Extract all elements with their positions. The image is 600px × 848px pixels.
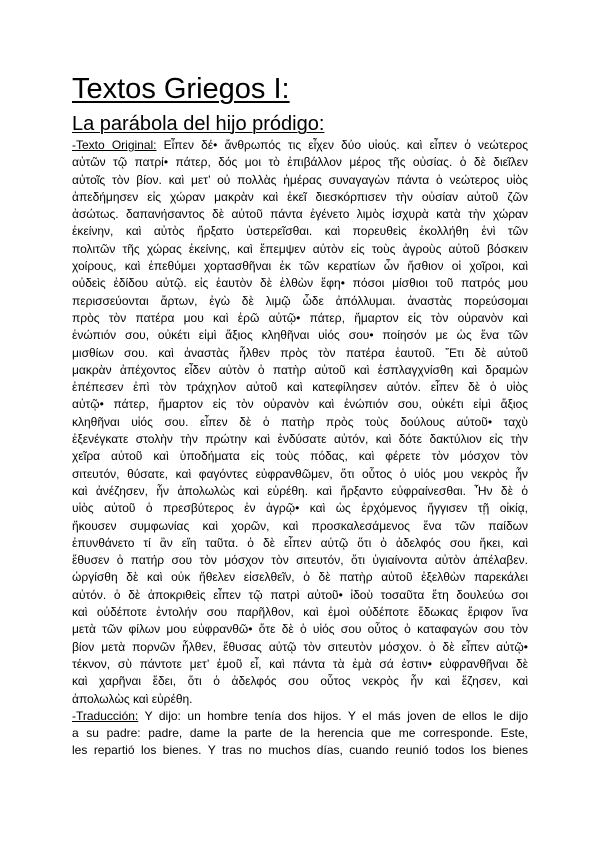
original-line-text: κληθῆναι υἱός σου. εἶπεν δὲ ὁ πατὴρ πρὸς τοὺς δούλους αὐτοῦ• ταχὺ <box>72 414 528 429</box>
original-line <box>72 206 528 223</box>
original-line <box>72 621 528 638</box>
original-line-text: τέκνον, σὺ πάντοτε μετ’ ἐμοῦ εἶ, καὶ πάντα τὰ ἐμὰ σά ἐστιν• εὐφρανθῆναι δὲ <box>72 656 528 671</box>
original-line <box>72 327 528 344</box>
original-line-text: ἐξενέγκατε στολὴν τὴν πρώτην καὶ ἐνδύσατε αὐτόν, καὶ δότε δακτύλιον εἰς τὴν <box>72 432 528 447</box>
original-line <box>72 466 528 483</box>
original-line <box>72 483 528 500</box>
original-line-text: αὐτῷ• πάτερ, ἥμαρτον εἰς τὸν οὐρανὸν καὶ ἐνώπιόν σου, οὐκέτι εἰμὶ ἄξιος <box>72 397 528 412</box>
original-line <box>72 552 528 569</box>
original-line <box>72 137 528 154</box>
translation-line-text: a su padre: padre, dame la parte de la herencia que me corresponde. Este, <box>72 726 528 741</box>
original-line-text: ἤκουσεν συμφωνίας καὶ χορῶν, καὶ προσκαλεσάμενος ἕνα τῶν παίδων <box>72 518 528 533</box>
document-subtitle: La parábola del hijo pródigo: <box>72 113 325 135</box>
original-line-text: υἱὸς αὐτοῦ ὁ πρεσβύτερος ἐν ἀγρῷ• καὶ ὡς ἐρχόμενος ἤγγισεν τῇ οἰκίᾳ, <box>72 501 528 516</box>
original-line-text: ἐπυνθάνετο τί ἂν εἴη ταῦτα. ὁ δὲ εἶπεν αὐτῷ ὅτι ὁ ἀδελφός σου ἥκει, καὶ <box>72 535 528 550</box>
original-line <box>72 431 528 448</box>
original-line-text: καὶ χαρῆναι ἔδει, ὅτι ὁ ἀδελφός σου οὗτος νεκρὸς ἦν καὶ ἔζησεν, καὶ <box>72 674 528 689</box>
original-line <box>72 639 528 656</box>
original-line <box>72 241 528 258</box>
original-line-text: πρὸς τὸν πατέρα μου καὶ ἐρῶ αὐτῷ• πάτερ, ἥμαρτον εἰς τὸν οὐρανὸν καὶ <box>72 310 528 325</box>
original-line <box>72 656 528 673</box>
original-line-text: χεῖρα αὐτοῦ καὶ ὑποδήματα εἰς τοὺς πόδας, καὶ φέρετε τὸν μόσχον τὸν <box>72 449 528 464</box>
original-line-text: βίον μετὰ πορνῶν ἦλθεν, ἔθυσας αὐτῷ τὸν σιτευτὸν μόσχον. ὁ δὲ εἶπεν αὐτῷ• <box>72 639 528 654</box>
original-line <box>72 293 528 310</box>
document-title: Textos Griegos I: <box>72 73 290 105</box>
original-line <box>72 310 528 327</box>
original-line <box>72 691 528 708</box>
original-line <box>72 345 528 362</box>
original-line <box>72 258 528 275</box>
original-line <box>72 448 528 465</box>
original-line-text: καὶ οὐδέποτε ἐντολήν σου παρῆλθον, καὶ ἐμοὶ οὐδέποτε ἔδωκας ἔριφον ἵνα <box>72 605 528 620</box>
body-text <box>72 137 528 760</box>
original-line-text: πολιτῶν τῆς χώρας ἐκείνης, καὶ ἔπεμψεν αὐτὸν εἰς τοὺς ἀγροὺς αὐτοῦ βόσκειν <box>72 241 528 256</box>
original-line-text: ὠργίσθη δὲ καὶ οὐκ ἤθελεν εἰσελθεῖν, ὁ δὲ πατὴρ αὐτοῦ ἐξελθὼν παρεκάλει <box>72 570 528 585</box>
original-line-text: ἀπεδήμησεν εἰς χώραν μακρὰν καὶ ἐκεῖ διεσκόρπισεν τὴν οὐσίαν αὐτοῦ ζῶν <box>72 189 528 204</box>
original-line <box>72 275 528 292</box>
original-line <box>72 604 528 621</box>
original-line-text: αὐτοῖς τὸν βίον. καὶ μετ’ οὐ πολλὰς ἡμέρας συναγαγὼν πάντα ὁ νεώτερος υἱὸς <box>72 172 528 187</box>
original-line-text: οὐδεὶς ἐδίδου αὐτῷ. εἰς ἑαυτὸν δὲ ἐλθὼν ἔφη• πόσοι μίσθιοι τοῦ πατρός μου <box>72 276 528 291</box>
translation-line <box>72 742 528 759</box>
original-line <box>72 154 528 171</box>
translation-line-text: les repartió los bienes. Y tras no muchos días, cuando reunió todos los bienes <box>72 743 528 758</box>
original-line <box>72 396 528 413</box>
original-line <box>72 379 528 396</box>
original-line-text: ἐκείνην, καὶ αὐτὸς ἤρξατο ὑστερεῖσθαι. καὶ πορευθεὶς ἐκολλήθη ἑνὶ τῶν <box>72 224 528 239</box>
original-line-text: Εἶπεν δέ• ἄνθρωπός τις εἶχεν δύο υἱούς. καὶ εἶπεν ὁ νεώτερος <box>163 138 528 152</box>
original-line-text: μετὰ τῶν φίλων μου εὐφρανθῶ• ὅτε δὲ ὁ υἱός σου οὗτος ὁ καταφαγών σου τὸν <box>72 622 528 637</box>
original-line <box>72 223 528 240</box>
original-line <box>72 673 528 690</box>
original-line-text: ἐνώπιόν σου, οὐκέτι εἰμὶ ἄξιος κληθῆναι υἱός σου• ποίησόν με ὡς ἕνα τῶν <box>72 328 528 343</box>
translation-paragraph <box>72 708 528 760</box>
original-line-text: μισθίων σου. καὶ ἀναστὰς ἦλθεν πρὸς τὸν πατέρα ἑαυτοῦ. Ἔτι δὲ αὐτοῦ <box>72 345 528 360</box>
original-line-text: χοίρους, καὶ ἐπεθύμει χορτασθῆναι ἐκ τῶν κερατίων ὧν ἤσθιον οἱ χοῖροι, καὶ <box>72 259 528 274</box>
original-line-text: ἔθυσεν ὁ πατήρ σου τὸν μόσχον τὸν σιτευτόν, ὅτι ὑγιαίνοντα αὐτὸν ἀπέλαβεν. <box>72 553 528 568</box>
original-line <box>72 172 528 189</box>
original-line-text: καὶ ἀνέζησεν, ἦν ἀπολωλὼς καὶ εὑρέθη. καὶ ἤρξαντο εὐφραίνεσθαι. Ἦν δὲ ὁ <box>72 483 528 498</box>
translation-line <box>72 708 528 725</box>
original-label: -Texto Original: <box>72 138 157 152</box>
original-line-text: αὐτόν. ὁ δὲ ἀποκριθεὶς εἶπεν τῷ πατρὶ αὐτοῦ• ἰδοὺ τοσαῦτα ἔτη δουλεύω σοι <box>72 587 528 602</box>
translation-line <box>72 725 528 742</box>
original-line-text: ἀσώτως. δαπανήσαντος δὲ αὐτοῦ πάντα ἐγένετο λιμὸς ἰσχυρὰ κατὰ τὴν χώραν <box>72 207 528 222</box>
original-line <box>72 518 528 535</box>
original-line <box>72 535 528 552</box>
original-line-text: μακρὰν ἀπέχοντος εἶδεν αὐτὸν ὁ πατὴρ αὐτοῦ καὶ ἐσπλαγχνίσθη καὶ δραμὼν <box>72 362 528 377</box>
translation-label: -Traducción: <box>72 708 139 723</box>
original-line <box>72 189 528 206</box>
original-line <box>72 362 528 379</box>
translation-line-text: Y dijo: un hombre tenía dos hijos. Y el más joven de ellos le dijo <box>144 708 528 723</box>
original-line-text: αὐτῶν τῷ πατρί• πάτερ, δός μοι τὸ ἐπιβάλλον μέρος τῆς οὐσίας. ὁ δὲ διεῖλεν <box>72 155 528 170</box>
original-text-paragraph <box>72 137 528 708</box>
original-line-text: περισσεύονται ἄρτων, ἐγὼ δὲ λιμῷ ὧδε ἀπόλλυμαι. ἀναστὰς πορεύσομαι <box>72 293 528 308</box>
original-line-text: ἀπολωλὼς καὶ εὑρέθη. <box>72 691 193 706</box>
original-line-text: σιτευτόν, θύσατε, καὶ φαγόντες εὐφρανθῶμεν, ὅτι οὗτος ὁ υἱός μου νεκρὸς ἦν <box>72 466 528 481</box>
original-line <box>72 569 528 586</box>
original-line <box>72 414 528 431</box>
original-line <box>72 587 528 604</box>
original-line <box>72 500 528 517</box>
original-line-text: ἐπέπεσεν ἐπὶ τὸν τράχηλον αὐτοῦ καὶ κατεφίλησεν αὐτόν. εἶπεν δὲ ὁ υἱὸς <box>72 380 528 395</box>
